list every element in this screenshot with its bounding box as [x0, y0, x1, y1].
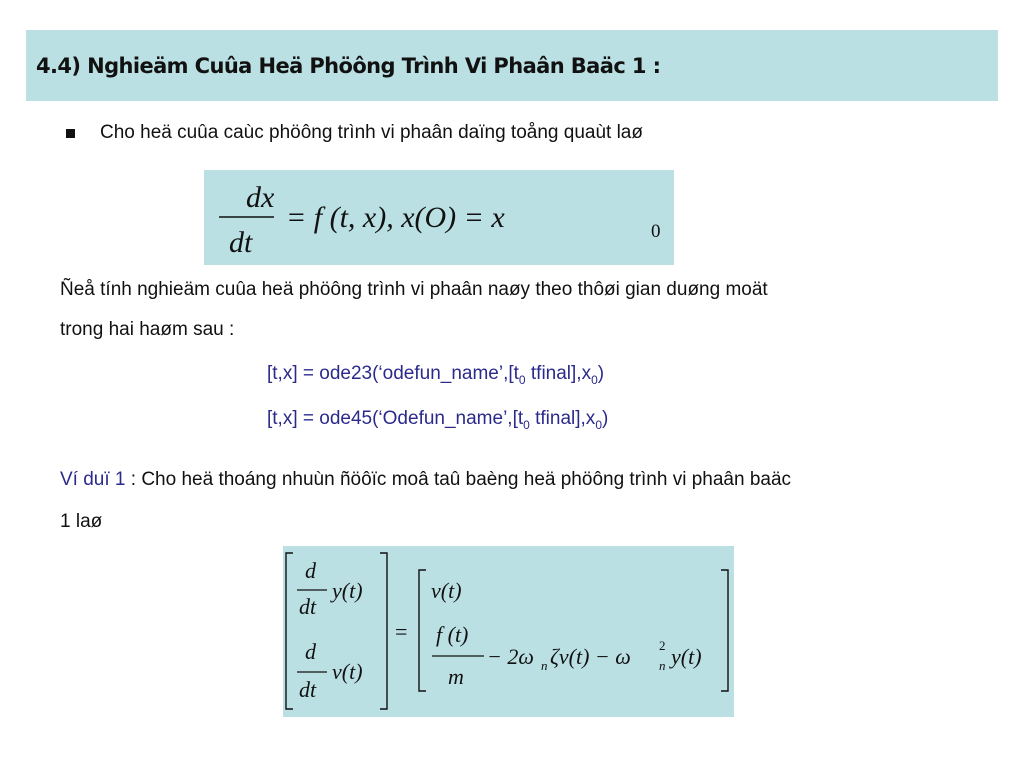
- paragraph-line-1: Ñeå tính nghieäm cuûa heä phöông trình vi phaân naøy theo thôøi gian duøng moät: [60, 279, 768, 300]
- code1-sub-2: 0: [591, 372, 598, 387]
- example-line-2: 1 laø: [60, 511, 103, 532]
- rhs-sub-n-2: n: [659, 658, 666, 673]
- row2-dt: dt: [299, 677, 317, 702]
- eq1-numerator: dx: [246, 181, 275, 214]
- code1-part-a: [t,x] = ode23(‘odefun_name’,[t: [267, 363, 519, 384]
- code-line-ode23: [267, 363, 604, 387]
- example-label: Ví duï 1: [60, 469, 126, 490]
- code2-part-c: ): [602, 408, 609, 429]
- code-line-ode45: [267, 408, 608, 432]
- rhs-ft: f (t): [436, 622, 469, 647]
- rhs-row1-vt: v(t): [431, 578, 462, 603]
- rhs-tail-2: ζv(t) − ω: [550, 644, 631, 669]
- rhs-sub-n-1: n: [541, 658, 548, 673]
- rhs-sup-2: 2: [659, 638, 666, 653]
- code2-part-b: tfinal],x: [529, 408, 596, 429]
- eq1-rhs: = f (t, x), x(O) = x: [286, 201, 505, 234]
- eq1-denominator: dt: [229, 226, 253, 259]
- code2-sub-1: 0: [523, 417, 530, 432]
- paragraph-line-2: trong hai haøm sau :: [60, 319, 235, 340]
- square-bullet-icon: [66, 129, 75, 138]
- example-line-1: [60, 470, 791, 489]
- equation-box-2: [283, 546, 734, 717]
- right-bracket-close: [721, 570, 728, 691]
- row1-dt: dt: [299, 594, 317, 619]
- eq1-subscript: 0: [651, 221, 661, 242]
- row1-yt: y(t): [332, 578, 363, 603]
- equation-box-1: [204, 170, 674, 265]
- code1-part-b: tfinal],x: [525, 363, 592, 384]
- example-text: : Cho heä thoáng nhuùn ñöôïc moâ taû baèng heä phöông trình vi phaân baäc: [125, 469, 792, 490]
- bullet-item: [66, 122, 643, 144]
- row1-d: d: [305, 558, 316, 583]
- equals-sign: =: [395, 619, 408, 644]
- matrix-equation: [283, 546, 734, 717]
- rhs-tail-1: − 2ω: [487, 644, 534, 669]
- rhs-tail-3: y(t): [671, 644, 702, 669]
- code1-sub-1: 0: [518, 372, 526, 387]
- code2-part-a: [t,x] = ode45(‘Odefun_name’,[t: [267, 408, 524, 429]
- rhs-m: m: [448, 664, 464, 689]
- code1-part-c: ): [597, 363, 605, 384]
- row2-vt: v(t): [332, 659, 363, 684]
- left-bracket-close: [380, 553, 387, 709]
- title-bar: [26, 30, 998, 101]
- slide-title: 4.4) Nghieäm Cuûa Heä Phöông Trình Vi Phaân Baäc 1 :: [36, 53, 661, 78]
- right-bracket-open: [419, 570, 426, 691]
- row2-d: d: [305, 639, 316, 664]
- bullet-text: Cho heä cuûa caùc phöông trình vi phaân daïng toång quaùt laø: [100, 122, 643, 143]
- code2-sub-2: 0: [595, 417, 602, 432]
- left-bracket-open: [286, 553, 293, 709]
- ode-general-equation: [204, 170, 674, 265]
